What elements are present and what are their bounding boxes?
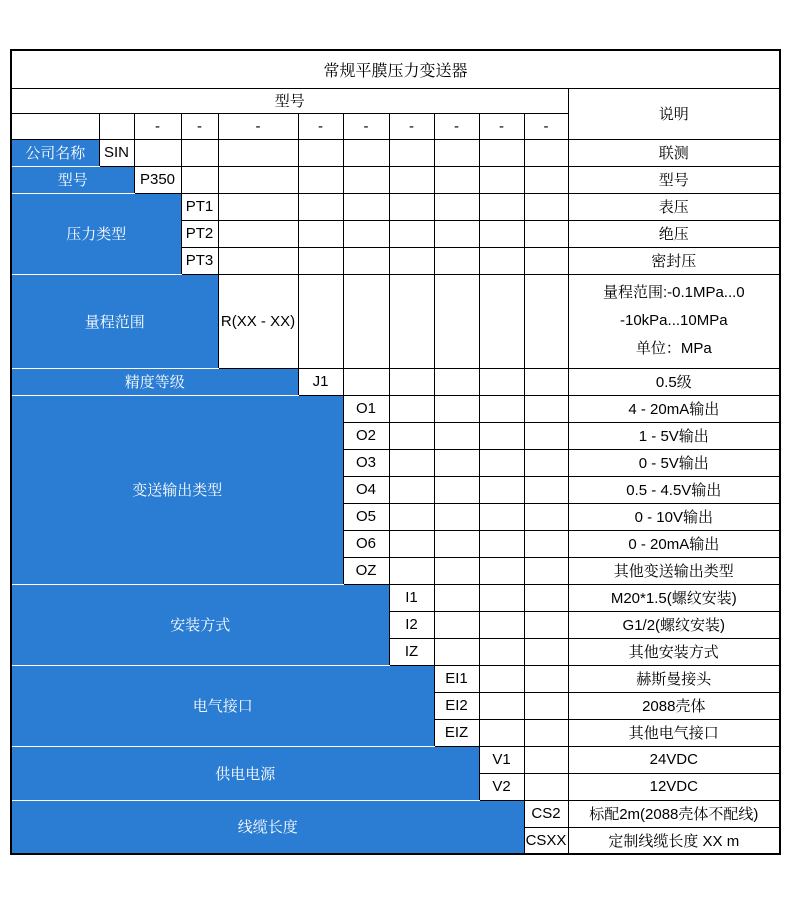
empty-cell [434, 503, 479, 530]
desc-cell: 其他变送输出类型 [568, 557, 780, 584]
desc-cell: 1 - 5V输出 [568, 422, 780, 449]
code-cell: PT2 [181, 220, 218, 247]
description-header: 说明 [568, 88, 780, 139]
code-cell: I2 [389, 611, 434, 638]
empty-cell [479, 395, 524, 422]
empty-cell [389, 139, 434, 166]
empty-cell [479, 139, 524, 166]
empty-cell [298, 166, 343, 193]
desc-cell: 4 - 20mA输出 [568, 395, 780, 422]
empty-cell [479, 584, 524, 611]
empty-cell [434, 530, 479, 557]
empty-cell [298, 274, 343, 368]
code-cell: O2 [343, 422, 389, 449]
empty-cell [479, 368, 524, 395]
desc-cell: 2088壳体 [568, 692, 780, 719]
category-measuring-range: 量程范围 [11, 274, 218, 368]
empty-cell [343, 193, 389, 220]
desc-cell: 标配2m(2088壳体不配线) [568, 800, 780, 827]
category-installation-type: 安装方式 [11, 584, 389, 665]
empty-cell [434, 166, 479, 193]
code-cell: R(XX - XX) [218, 274, 298, 368]
empty-cell [389, 449, 434, 476]
empty-cell [524, 719, 568, 746]
empty-cell [389, 247, 434, 274]
code-cell: I1 [389, 584, 434, 611]
category-electrical-interface: 电气接口 [11, 665, 434, 746]
empty-cell [524, 139, 568, 166]
empty-cell [389, 395, 434, 422]
empty-cell [524, 692, 568, 719]
code-cell: V2 [479, 773, 524, 800]
empty-cell [181, 139, 218, 166]
empty-cell [524, 422, 568, 449]
empty-cell [479, 719, 524, 746]
empty-cell [389, 476, 434, 503]
code-cell: IZ [389, 638, 434, 665]
empty-cell [524, 166, 568, 193]
empty-cell [434, 193, 479, 220]
empty-cell [218, 247, 298, 274]
empty-cell [343, 220, 389, 247]
empty-cell [298, 220, 343, 247]
desc-cell: 0.5级 [568, 368, 780, 395]
code-cell: EIZ [434, 719, 479, 746]
empty-cell [479, 476, 524, 503]
code-cell: O4 [343, 476, 389, 503]
empty-cell [524, 449, 568, 476]
empty-cell [479, 166, 524, 193]
empty-cell [434, 139, 479, 166]
desc-cell: 0 - 10V输出 [568, 503, 780, 530]
dash-cell: - [181, 113, 218, 139]
category-company: 公司名称 [11, 139, 99, 166]
empty-cell [389, 503, 434, 530]
empty-cell [343, 368, 389, 395]
code-cell: V1 [479, 746, 524, 773]
range-desc-line: 单位：MPa [635, 340, 712, 357]
model-selection-table [10, 49, 781, 855]
empty-cell [434, 422, 479, 449]
code-cell: SIN [99, 139, 134, 166]
empty-cell [479, 665, 524, 692]
empty-cell [479, 530, 524, 557]
category-model: 型号 [11, 166, 134, 193]
empty-cell [479, 611, 524, 638]
empty-cell [389, 193, 434, 220]
empty-cell [479, 692, 524, 719]
empty-cell [524, 368, 568, 395]
code-cell: P350 [134, 166, 181, 193]
empty-cell [479, 193, 524, 220]
empty-cell [479, 557, 524, 584]
empty-cell [524, 746, 568, 773]
empty-cell [524, 773, 568, 800]
empty-cell [434, 557, 479, 584]
desc-cell: 赫斯曼接头 [568, 665, 780, 692]
empty-cell [389, 557, 434, 584]
code-cell: O1 [343, 395, 389, 422]
desc-cell: 12VDC [568, 773, 780, 800]
range-desc-line: 量程范围:-0.1MPa...0 [602, 284, 745, 301]
empty-cell [343, 274, 389, 368]
empty-cell [434, 611, 479, 638]
empty-cell [479, 449, 524, 476]
empty-cell [524, 665, 568, 692]
desc-cell [568, 274, 780, 368]
empty-cell [434, 220, 479, 247]
empty-cell [479, 274, 524, 368]
model-header: 型号 [11, 88, 568, 113]
empty-cell [343, 166, 389, 193]
desc-cell: 其他电气接口 [568, 719, 780, 746]
empty-cell [479, 220, 524, 247]
desc-cell: 0 - 5V输出 [568, 449, 780, 476]
code-cell: J1 [298, 368, 343, 395]
category-power-supply: 供电电源 [11, 746, 479, 800]
category-pressure-type: 压力类型 [11, 193, 181, 274]
empty-cell [134, 139, 181, 166]
dash-cell: - [389, 113, 434, 139]
empty-cell [524, 530, 568, 557]
empty-cell [218, 139, 298, 166]
empty-cell [479, 422, 524, 449]
empty-cell [298, 193, 343, 220]
desc-cell: 0 - 20mA输出 [568, 530, 780, 557]
empty-cell [524, 557, 568, 584]
empty-cell [298, 247, 343, 274]
code-cell: PT1 [181, 193, 218, 220]
category-accuracy-class: 精度等级 [11, 368, 298, 395]
desc-cell: 0.5 - 4.5V输出 [568, 476, 780, 503]
empty-cell [389, 166, 434, 193]
empty-cell [434, 449, 479, 476]
empty-cell [218, 166, 298, 193]
empty-cell [524, 274, 568, 368]
dash-cell: - [134, 113, 181, 139]
empty-cell [524, 395, 568, 422]
code-cell: O5 [343, 503, 389, 530]
code-cell: PT3 [181, 247, 218, 274]
empty-cell [524, 247, 568, 274]
code-cell: O3 [343, 449, 389, 476]
desc-cell: G1/2(螺纹安装) [568, 611, 780, 638]
empty-cell [181, 166, 218, 193]
empty-cell [99, 113, 134, 139]
empty-cell [524, 220, 568, 247]
desc-cell: 其他安装方式 [568, 638, 780, 665]
desc-cell: 24VDC [568, 746, 780, 773]
dash-cell: - [298, 113, 343, 139]
empty-cell [524, 584, 568, 611]
code-cell: EI2 [434, 692, 479, 719]
empty-cell [479, 638, 524, 665]
empty-cell [389, 422, 434, 449]
desc-cell: M20*1.5(螺纹安装) [568, 584, 780, 611]
empty-cell [389, 274, 434, 368]
empty-cell [11, 113, 99, 139]
empty-cell [434, 368, 479, 395]
empty-cell [479, 247, 524, 274]
empty-cell [389, 368, 434, 395]
desc-cell: 表压 [568, 193, 780, 220]
empty-cell [298, 139, 343, 166]
empty-cell [343, 247, 389, 274]
desc-cell: 绝压 [568, 220, 780, 247]
dash-cell: - [218, 113, 298, 139]
empty-cell [479, 503, 524, 530]
empty-cell [434, 476, 479, 503]
empty-cell [434, 584, 479, 611]
dash-cell: - [434, 113, 479, 139]
category-cable-length: 线缆长度 [11, 800, 524, 854]
code-cell: O6 [343, 530, 389, 557]
dash-cell: - [479, 113, 524, 139]
category-output-type: 变送输出类型 [11, 395, 343, 584]
empty-cell [434, 274, 479, 368]
desc-cell: 定制线缆长度 XX m [568, 827, 780, 854]
empty-cell [434, 638, 479, 665]
desc-cell: 联测 [568, 139, 780, 166]
empty-cell [434, 247, 479, 274]
empty-cell [524, 638, 568, 665]
empty-cell [524, 503, 568, 530]
empty-cell [389, 530, 434, 557]
dash-cell: - [343, 113, 389, 139]
code-cell: OZ [343, 557, 389, 584]
code-cell: CSXX [524, 827, 568, 854]
empty-cell [524, 193, 568, 220]
empty-cell [218, 193, 298, 220]
desc-cell: 型号 [568, 166, 780, 193]
empty-cell [524, 476, 568, 503]
range-desc-line: -10kPa...10MPa [620, 312, 728, 329]
empty-cell [389, 220, 434, 247]
dash-cell: - [524, 113, 568, 139]
empty-cell [524, 611, 568, 638]
empty-cell [343, 139, 389, 166]
empty-cell [434, 395, 479, 422]
desc-cell: 密封压 [568, 247, 780, 274]
empty-cell [218, 220, 298, 247]
table-title: 常规平膜压力变送器 [11, 50, 780, 88]
code-cell: CS2 [524, 800, 568, 827]
code-cell: EI1 [434, 665, 479, 692]
